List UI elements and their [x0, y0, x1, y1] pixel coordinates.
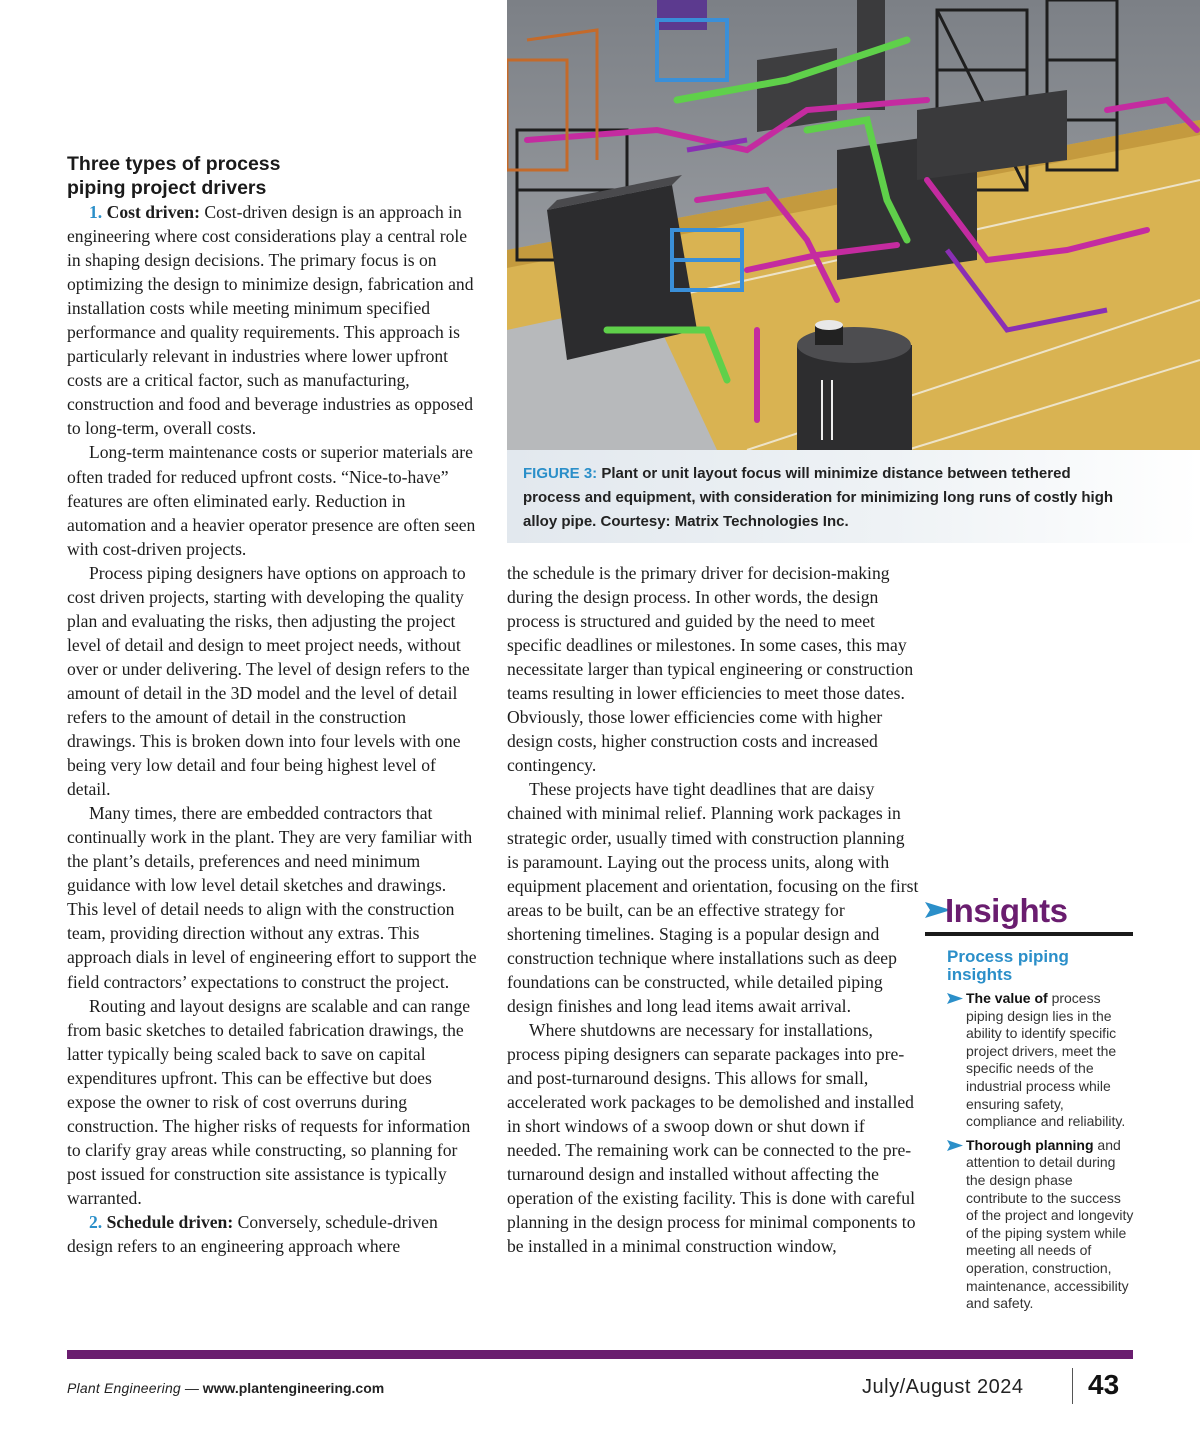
- left-body-text: [67, 200, 479, 1258]
- paragraph: Many times, there are embedded contractors that continually work in the plant. They are very familiar with the plant’s details, preferences and need minimum guidance with low level detail sketches and drawings. This level of detail needs to align with the construction team, providing direction without any extras. This approach dials in level of engineering effort to support the field contractors’ expectations to construct the project.: [67, 803, 477, 992]
- section-heading: [67, 152, 479, 200]
- run-in-head: Cost driven:: [106, 202, 200, 222]
- plant-layout-figure: [507, 0, 1200, 450]
- issue-date: July/August 2024: [862, 1376, 1024, 1398]
- insights-rule: [925, 932, 1133, 936]
- paragraph: These projects have tight deadlines that are daisy chained with minimal relief. Planning work packages in strategic order, usually timed with construction planning is paramount. Laying out the process units, along with equipment placement and orientation, focusing on the first areas to be built, can be an effective strategy for shortening timelines. Staging is a popular design and construction technique where installations such as deep foundations can be constructed, while detailed piping design finishes and long lead items await arrival.: [507, 779, 919, 1016]
- footer-publication: [67, 1379, 384, 1397]
- bullet-arrow-icon: [947, 993, 963, 1004]
- paragraph-text: Conversely, schedule-driven design refers to an engineering approach where: [67, 1211, 438, 1257]
- publication-url[interactable]: www.plantengineering.com: [202, 1380, 385, 1396]
- insight-text: and attention to detail during the design phase contribute to the success of the project and longevity of the piping system while meeting all needs of operation, construction, maintenance, accessibility and safety.: [966, 1136, 1134, 1312]
- footer-divider: [1072, 1368, 1073, 1404]
- list-number: 2.: [89, 1211, 103, 1232]
- figure-caption-box: [507, 450, 1200, 543]
- paragraph: the schedule is the primary driver for decision-making during the design process. In other words, the design process is structured and guided by the need to meet specific deadlines or milestones. In some cases, this may necessitate larger than typical engineering or construction teams resulting in lower efficiencies to meet those dates. Obviously, those lower efficiencies come with higher design costs, higher construction costs and increased contingency.: [507, 563, 914, 776]
- paragraph: Process piping designers have options on approach to cost driven projects, starting with developing the quality plan and evaluating the risks, then adjusting the project level of detail and design to meet project needs, without over or under delivering. The level of design refers to the amount of detail in the 3D model and the level of detail refers to the amount of detail in the construction drawings. This is broken down into four levels with one being very low detail and four being highest level of detail.: [67, 562, 470, 800]
- section-heading-line2: piping project drivers: [67, 177, 267, 199]
- figure-caption-text: Plant or unit layout focus will minimize distance between tethered process and equipment, with consideration for minimizing long runs of costly high alloy pipe. Courtesy: Matrix Technologies Inc.: [523, 465, 1114, 530]
- middle-text-column: [507, 561, 919, 1258]
- page-number: 43: [1088, 1369, 1120, 1400]
- footer-rule: [67, 1350, 1133, 1359]
- insights-title: [925, 890, 1135, 932]
- left-text-column: [67, 152, 479, 1258]
- bullet-arrow-icon: [947, 1140, 963, 1151]
- schedule-driven-paragraph: [67, 1210, 479, 1258]
- insight-item: [966, 990, 1135, 1131]
- insights-subtitle: Process piping insights: [947, 947, 1069, 984]
- insight-item: [966, 1137, 1135, 1313]
- insights-sidebar: [925, 890, 1135, 1313]
- run-in-head: Schedule driven:: [106, 1211, 234, 1232]
- section-heading-line1: Three types of process: [67, 153, 281, 175]
- footer-separator: —: [180, 1380, 203, 1396]
- paragraph: Routing and layout designs are scalable and can range from basic sketches to detailed fabrication drawings, the latter typically being scaled back to save on capital expenditures upfront. This can be effective but does expose the owner to risk of cost overruns during construction. The higher risks of requests for information to clarify gray areas while constructing, so planning for post issued for construction site assistance is typically warranted.: [67, 995, 471, 1208]
- plant-3d-model-image: [507, 0, 1200, 450]
- insights-title-text: Insights: [945, 892, 1068, 929]
- paragraph: Long-term maintenance costs or superior materials are often traded for reduced upfront costs. “Nice-to-have” features are often eliminated early. Reduction in automation and a heavier operator presence are often seen with cost-driven projects.: [67, 442, 476, 559]
- insight-lead: Thorough planning: [966, 1136, 1094, 1153]
- list-number: 1.: [89, 202, 103, 222]
- insight-text: process piping design lies in the ability to identify specific project drivers, meet the specific needs of the industrial process while ensuring safety, compliance and reliability.: [966, 990, 1126, 1130]
- publication-name: Plant Engineering: [67, 1380, 181, 1396]
- paragraph-text: Cost-driven design is an approach in engineering where cost considerations play a central role in shaping design decisions. The primary focus is on optimizing the design to minimize design, fabrication and installation costs while meeting minimum specified performance and quality requirements. This approach is particularly relevant in industries where lower upfront costs are a critical factor, such as manufacturing, construction and food and beverage industries as opposed to long-term, overall costs.: [67, 202, 474, 439]
- insight-lead: The value of: [966, 990, 1048, 1006]
- figure-label: FIGURE 3:: [523, 465, 598, 482]
- cost-driven-paragraph: [67, 200, 479, 440]
- figure-caption: [523, 462, 1123, 534]
- paragraph: Where shutdowns are necessary for installations, process piping designers can separate packages into pre- and post-turnaround designs. This allows for small, accelerated work packages to be demolished and installed in short windows of a swoop down or shut down if needed. The remaining work can be connected to the pre-turnaround design and installed without affecting the operation of the existing facility. This is done with careful planning in the design process for minimal components to be installed in a minimal construction window,: [507, 1019, 916, 1257]
